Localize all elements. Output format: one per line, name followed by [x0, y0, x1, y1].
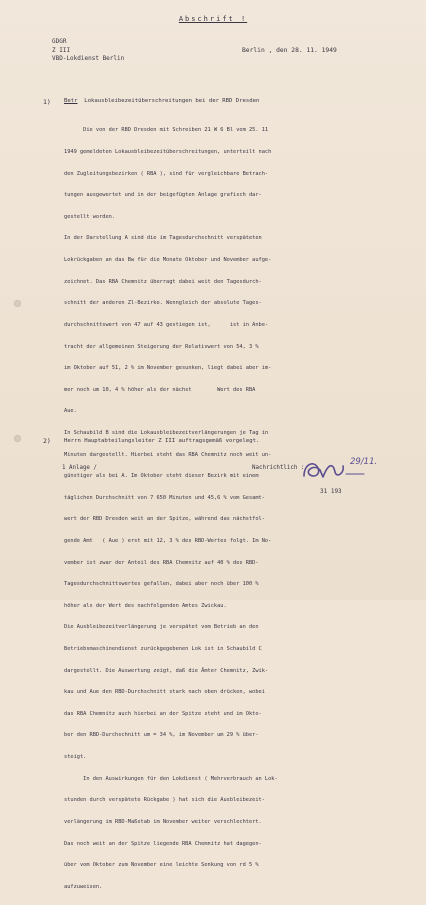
body-line: Die von der RBD Dresden mit Schreiben 21 W 6 Bl vom 25. 11 — [64, 127, 269, 134]
body-line: In den Auswirkungen für den Lokdienst ( Mehrverbrauch an Lok- — [64, 775, 278, 782]
sender-block — [52, 38, 124, 64]
forwarding-note: Herrn Hauptabteilungsleiter Z III auftragsgemäß vorgelegt. — [64, 438, 260, 444]
document-title: Abschrift ! — [178, 15, 248, 23]
body-line: stunden durch verspätete Rückgabe ) hat sich die Ausbleibezeit- — [64, 797, 265, 804]
sender-line: GDGR — [52, 38, 67, 45]
punch-hole-bottom — [14, 435, 21, 442]
item-number: 2) — [43, 437, 51, 445]
body-line: den Zugleitungsbezirken ( RBA ), sind für vergleichbare Betrach- — [64, 170, 269, 177]
body-line: Das noch weit an der Spitze liegende RBA Chemnitz hat dagegen- — [64, 840, 262, 847]
body-line: günstiger als bei A. Im Oktober steht dieser Bezirk mit einem — [64, 473, 259, 480]
handwritten-signature — [298, 452, 398, 484]
body-line: gestellt worden. — [64, 213, 116, 220]
subject-label: Betr — [64, 98, 78, 104]
body-line: tungen ausgewertet und in der beigefügten Anlage grafisch dar- — [64, 192, 262, 199]
subject-text: Lokausbleibezeitüberschreitungen bei der RBD Dresden — [84, 98, 260, 104]
sender-line: Z III — [52, 46, 71, 54]
date-line: Berlin , den 28. 11. 1949 — [242, 47, 337, 54]
reference-number: 31 193 — [320, 488, 342, 495]
body-line: gende Amt ( Aue ) erst mit 12, 3 % des RBD-Wertes folgt. Im No- — [64, 537, 272, 544]
body-line: In der Darstellung A sind die im Tagesdurchschnitt verspäteten — [64, 235, 262, 242]
body-line: verlängerung im RBD-Maßstab im November weiter verschlechtert. — [64, 818, 262, 825]
body-line: steigt. — [64, 754, 87, 761]
body-line: über vom Oktober zum November eine leichte Senkung von rd 5 % — [64, 862, 259, 869]
body-line: dargestellt. Die Auswertung zeigt, daß die Ämter Chemnitz, Zwik- — [64, 667, 269, 674]
body-line: tracht der allgemeinen Steigerung der Relativwert von 54, 3 % — [64, 343, 259, 350]
item-number: 1) — [43, 98, 51, 106]
body-line: Aue. — [64, 408, 77, 415]
body-line: im Oktober auf 51, 2 % im November gesunken, liegt dabei aber im- — [64, 365, 272, 372]
body-line: kau und Aue den RBD-Durchschnitt stark nach oben drücken, wobei — [64, 689, 265, 696]
body-line: wert der RBD Dresden weit an der Spitze, während das nächstfol- — [64, 516, 265, 523]
body-line: das RBA Chemnitz auch hierbei an der Spitze steht und im Okto- — [64, 710, 262, 717]
enclosure-note: 1 Anlage / — [62, 465, 97, 471]
body-line: Betriebsmaschinendienst zurückgegebenen Lok ist in Schaubild C — [64, 646, 262, 653]
body-line: durchschnittswert von 47 auf 43 gestiegen ist, ist in Anbe- — [64, 321, 269, 328]
body-line: vember ist zwar der Anteil des RBA Chemnitz auf 40 % des RBD- — [64, 559, 259, 566]
body-line: aufzuweisen. — [64, 883, 103, 890]
body-line: Minuten dargestellt. Hierbei steht das RBA Chemnitz noch weit un- — [64, 451, 272, 458]
signature-date: 29/11. — [350, 457, 378, 467]
body-line: Die Ausbleibezeitverlängerung je verspätet vom Betrieb an den — [64, 624, 259, 631]
body-line: Tagesdurchschnittswertes gefallen, dabei aber noch über 100 % — [64, 581, 259, 588]
body-line: ber den RBD-Durchschnitt um = 34 %, im November um 29 % über- — [64, 732, 259, 739]
body-line: mer noch um 10, 4 % höher als der nächst Wert des RBA — [64, 386, 256, 393]
body-line: schnitt der anderen Zl-Bezirke. Wenngleich der absolute Tages- — [64, 300, 262, 307]
body-text — [64, 113, 278, 905]
body-line: Lokrückgaben an das Bw für die Monate Oktober und November aufge- — [64, 257, 272, 264]
body-line: täglichen Durchschnitt von 7 650 Minuten und 45,6 % vom Gesamt- — [64, 494, 265, 501]
cc-label: Nachrichtlich : — [252, 465, 305, 471]
punch-hole-top — [14, 300, 21, 307]
subject-line — [64, 98, 259, 105]
body-line: höher als der Wert des nachfolgenden Amtes Zwickau. — [64, 602, 227, 609]
body-line: In Schaubild B sind die Lokausbleibezeitverlängerungen je Tag in — [64, 429, 269, 436]
body-line: zeichnet. Das RBA Chemnitz überragt dabei weit den Tagesdurch- — [64, 278, 262, 285]
body-line: 1949 gemeldeten Lokausbleibezeitüberschreitungen, unterteilt nach — [64, 149, 272, 156]
sender-line: VBD-Lokdienst Berlin — [52, 55, 125, 62]
